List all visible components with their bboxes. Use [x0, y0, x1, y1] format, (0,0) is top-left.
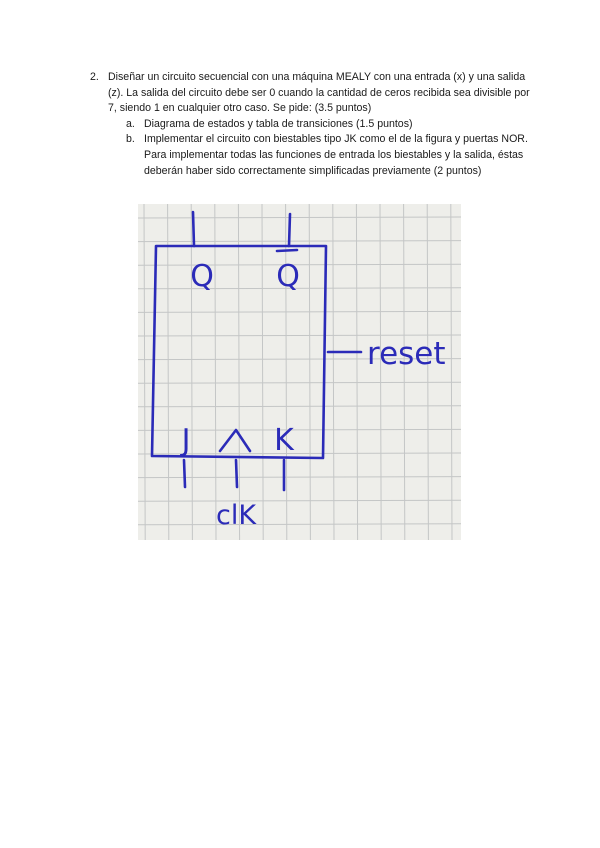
j-input-line [184, 460, 185, 487]
reset-label: reset [367, 336, 446, 372]
graph-paper [138, 204, 461, 540]
q-bar-label: Q [276, 259, 300, 294]
jk-flipflop-drawing [138, 204, 461, 540]
sub-question-list [90, 117, 530, 179]
sub-question-b [126, 132, 530, 179]
clk-input-line [236, 460, 237, 487]
q-bar-output-line [289, 214, 290, 246]
q-label: Q [190, 259, 214, 294]
sub-question-letter: a. [126, 117, 135, 130]
question-statement [90, 70, 530, 117]
sub-question-text: Implementar el circuito con biestables tipo JK como el de la figura y puertas NOR. Para implementar todas las funciones de entrada los biestables y la salida, éstas deberán haber sido correctamente simplificadas previamente (2 puntos) [144, 133, 528, 177]
clk-label: clK [215, 500, 257, 531]
j-label: J [181, 423, 191, 458]
sub-question-text: Diagrama de estados y tabla de transiciones (1.5 puntos) [144, 117, 413, 130]
k-label: K [274, 423, 294, 458]
question-text: Diseñar un circuito secuencial con una máquina MEALY con una entrada (x) y una salida (z). La salida del circuito debe ser 0 cuando la cantidad de ceros recibida sea divisible por 7, siendo 1 en cualquier otro caso. Se pide: (3.5 puntos) [108, 71, 530, 115]
sub-question-a [126, 117, 530, 133]
q-output-line [193, 212, 194, 246]
question-number: 2. [90, 71, 99, 83]
sub-question-letter: b. [126, 133, 135, 146]
q-bar-overline [277, 250, 297, 251]
question-2 [90, 70, 530, 179]
jk-flipflop-photo [138, 204, 461, 540]
